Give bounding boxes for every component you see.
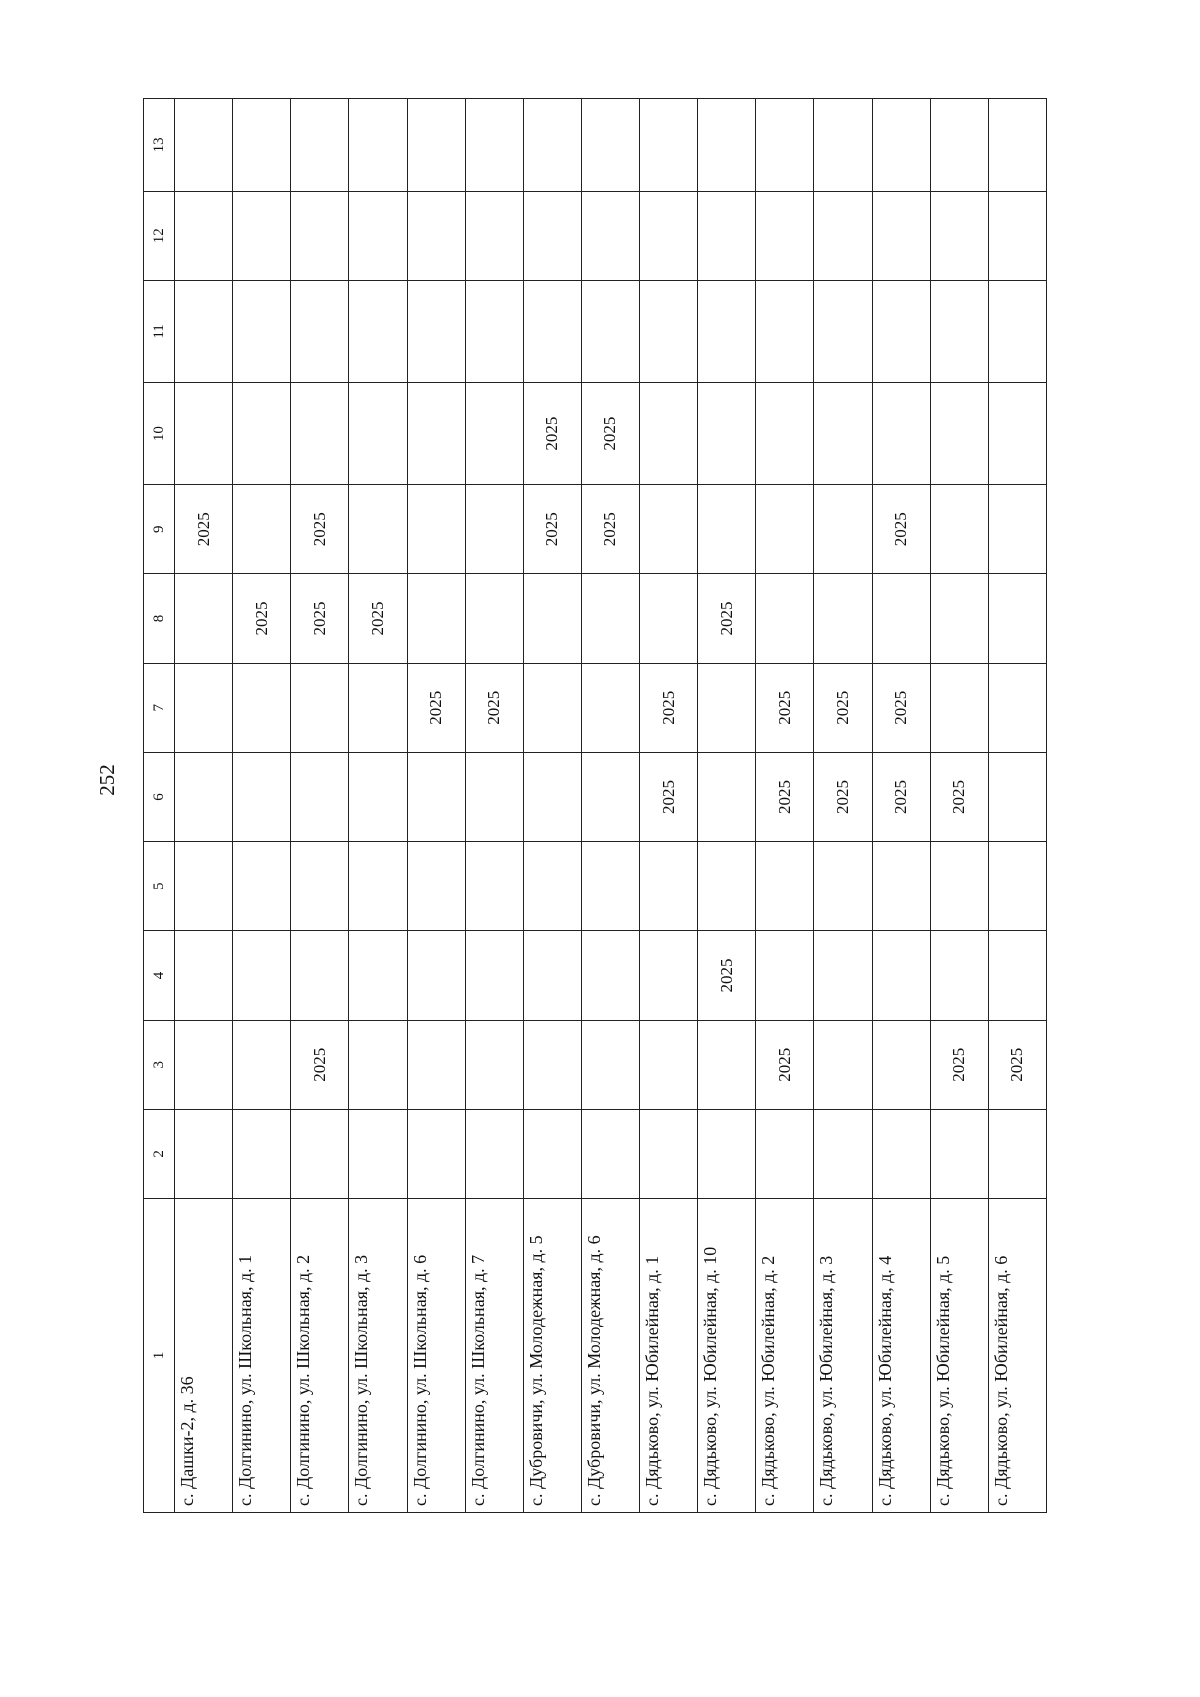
year-cell: 2025: [291, 574, 349, 663]
year-cell: [988, 931, 1046, 1020]
year-cell: [930, 191, 988, 280]
column-header-5: 5: [144, 842, 175, 931]
year-cell: [930, 1109, 988, 1198]
year-cell: [698, 1020, 756, 1109]
year-cell: [407, 1109, 465, 1198]
year-cell: 2025: [581, 485, 639, 574]
column-header-6: 6: [144, 752, 175, 841]
year-cell: [175, 663, 233, 752]
year-cell: [349, 485, 407, 574]
year-cell: [175, 191, 233, 280]
column-header-1: 1: [144, 1199, 175, 1513]
year-cell: [640, 574, 698, 663]
year-cell: [930, 383, 988, 485]
year-cell: [814, 931, 872, 1020]
year-cell: [291, 1109, 349, 1198]
year-cell: [988, 280, 1046, 382]
year-cell: [407, 574, 465, 663]
year-cell: [640, 485, 698, 574]
year-cell: [640, 1020, 698, 1109]
table-row: [233, 99, 291, 1513]
year-cell: [465, 1109, 523, 1198]
schedule-table-container: [143, 98, 1047, 1513]
year-cell: [523, 931, 581, 1020]
table-row: [756, 99, 814, 1513]
year-cell: [233, 191, 291, 280]
year-cell: 2025: [291, 485, 349, 574]
column-header-9: 9: [144, 485, 175, 574]
year-cell: [872, 574, 930, 663]
year-cell: [988, 383, 1046, 485]
year-cell: [233, 663, 291, 752]
year-cell: [233, 1020, 291, 1109]
year-cell: [581, 663, 639, 752]
year-cell: [349, 663, 407, 752]
year-cell: [988, 485, 1046, 574]
year-cell: [349, 752, 407, 841]
year-cell: 2025: [465, 663, 523, 752]
year-cell: [233, 485, 291, 574]
address-cell: с. Дядьково, ул. Юбилейная, д. 1: [640, 1199, 698, 1513]
year-cell: [407, 383, 465, 485]
year-cell: 2025: [814, 752, 872, 841]
schedule-table: [143, 98, 1047, 1513]
year-cell: [233, 1109, 291, 1198]
address-cell: с. Долгинино, ул. Школьная, д. 1: [233, 1199, 291, 1513]
year-cell: [988, 1109, 1046, 1198]
year-cell: [175, 383, 233, 485]
year-cell: 2025: [349, 574, 407, 663]
year-cell: [581, 574, 639, 663]
year-cell: [407, 842, 465, 931]
year-cell: [872, 1020, 930, 1109]
table-row: [698, 99, 756, 1513]
year-cell: [698, 280, 756, 382]
year-cell: 2025: [175, 485, 233, 574]
year-cell: [814, 99, 872, 192]
table-row: [814, 99, 872, 1513]
year-cell: 2025: [698, 931, 756, 1020]
year-cell: [175, 1109, 233, 1198]
year-cell: [349, 280, 407, 382]
year-cell: [175, 842, 233, 931]
year-cell: [175, 1020, 233, 1109]
year-cell: [233, 931, 291, 1020]
table-row: [349, 99, 407, 1513]
year-cell: [756, 280, 814, 382]
year-cell: 2025: [407, 663, 465, 752]
year-cell: [349, 383, 407, 485]
year-cell: [872, 99, 930, 192]
page-number: 252: [95, 764, 119, 796]
year-cell: 2025: [930, 1020, 988, 1109]
year-cell: 2025: [233, 574, 291, 663]
year-cell: 2025: [523, 485, 581, 574]
year-cell: [291, 842, 349, 931]
year-cell: [756, 99, 814, 192]
year-cell: [756, 842, 814, 931]
year-cell: [349, 1020, 407, 1109]
year-cell: [640, 280, 698, 382]
year-cell: [814, 485, 872, 574]
year-cell: [581, 191, 639, 280]
year-cell: [930, 842, 988, 931]
year-cell: [523, 191, 581, 280]
year-cell: [465, 485, 523, 574]
year-cell: [523, 752, 581, 841]
year-cell: [233, 99, 291, 192]
table-row: [523, 99, 581, 1513]
year-cell: [756, 383, 814, 485]
year-cell: [291, 383, 349, 485]
year-cell: 2025: [698, 574, 756, 663]
table-row: [291, 99, 349, 1513]
year-cell: [581, 1020, 639, 1109]
column-header-10: 10: [144, 383, 175, 485]
year-cell: [175, 574, 233, 663]
table-row: [407, 99, 465, 1513]
year-cell: [930, 485, 988, 574]
address-cell: с. Долгинино, ул. Школьная, д. 2: [291, 1199, 349, 1513]
year-cell: [407, 485, 465, 574]
year-cell: [465, 752, 523, 841]
year-cell: [698, 485, 756, 574]
year-cell: [872, 931, 930, 1020]
year-cell: [988, 99, 1046, 192]
column-header-8: 8: [144, 574, 175, 663]
year-cell: [814, 574, 872, 663]
year-cell: [814, 842, 872, 931]
year-cell: [465, 280, 523, 382]
year-cell: [407, 191, 465, 280]
year-cell: [872, 1109, 930, 1198]
year-cell: 2025: [640, 752, 698, 841]
year-cell: 2025: [756, 663, 814, 752]
year-cell: [349, 842, 407, 931]
year-cell: [698, 191, 756, 280]
year-cell: [756, 931, 814, 1020]
year-cell: [640, 842, 698, 931]
year-cell: [814, 1020, 872, 1109]
year-cell: [407, 931, 465, 1020]
year-cell: [581, 842, 639, 931]
year-cell: [814, 280, 872, 382]
column-header-13: 13: [144, 99, 175, 192]
year-cell: [698, 663, 756, 752]
table-row: [930, 99, 988, 1513]
year-cell: [349, 931, 407, 1020]
year-cell: [988, 574, 1046, 663]
year-cell: [756, 191, 814, 280]
table-row: [640, 99, 698, 1513]
year-cell: [930, 280, 988, 382]
year-cell: 2025: [872, 752, 930, 841]
year-cell: [872, 191, 930, 280]
year-cell: [640, 931, 698, 1020]
year-cell: [581, 931, 639, 1020]
year-cell: [698, 752, 756, 841]
column-header-3: 3: [144, 1020, 175, 1109]
year-cell: [291, 663, 349, 752]
year-cell: [872, 280, 930, 382]
year-cell: [814, 1109, 872, 1198]
address-cell: с. Дашки-2, д. 36: [175, 1199, 233, 1513]
year-cell: [640, 383, 698, 485]
year-cell: [465, 99, 523, 192]
year-cell: [465, 574, 523, 663]
year-cell: 2025: [756, 752, 814, 841]
year-cell: [407, 752, 465, 841]
year-cell: [349, 1109, 407, 1198]
address-cell: с. Дядьково, ул. Юбилейная, д. 3: [814, 1199, 872, 1513]
year-cell: [581, 752, 639, 841]
year-cell: [698, 842, 756, 931]
year-cell: [291, 99, 349, 192]
year-cell: [581, 280, 639, 382]
address-cell: с. Дядьково, ул. Юбилейная, д. 4: [872, 1199, 930, 1513]
year-cell: [523, 1020, 581, 1109]
year-cell: [291, 280, 349, 382]
header-row: [144, 99, 175, 1513]
year-cell: [349, 191, 407, 280]
table-row: [872, 99, 930, 1513]
year-cell: [698, 383, 756, 485]
year-cell: [640, 1109, 698, 1198]
year-cell: [465, 191, 523, 280]
year-cell: [988, 842, 1046, 931]
year-cell: [640, 99, 698, 192]
address-cell: с. Долгинино, ул. Школьная, д. 7: [465, 1199, 523, 1513]
year-cell: 2025: [988, 1020, 1046, 1109]
year-cell: 2025: [291, 1020, 349, 1109]
year-cell: 2025: [581, 383, 639, 485]
table-row: [175, 99, 233, 1513]
column-header-11: 11: [144, 280, 175, 382]
year-cell: [465, 931, 523, 1020]
year-cell: [756, 485, 814, 574]
year-cell: [291, 191, 349, 280]
year-cell: [233, 842, 291, 931]
year-cell: [523, 842, 581, 931]
year-cell: [640, 191, 698, 280]
table-row: [465, 99, 523, 1513]
year-cell: [814, 383, 872, 485]
year-cell: 2025: [872, 485, 930, 574]
year-cell: [930, 663, 988, 752]
year-cell: [175, 280, 233, 382]
year-cell: [175, 752, 233, 841]
year-cell: [523, 280, 581, 382]
table-row: [988, 99, 1046, 1513]
year-cell: [523, 1109, 581, 1198]
year-cell: [349, 99, 407, 192]
year-cell: [465, 842, 523, 931]
year-cell: [988, 191, 1046, 280]
year-cell: [407, 280, 465, 382]
year-cell: [872, 383, 930, 485]
year-cell: [988, 752, 1046, 841]
address-cell: с. Долгинино, ул. Школьная, д. 6: [407, 1199, 465, 1513]
table-body: [175, 99, 1047, 1513]
year-cell: [523, 574, 581, 663]
year-cell: 2025: [872, 663, 930, 752]
year-cell: [407, 99, 465, 192]
year-cell: [465, 383, 523, 485]
address-cell: с. Дядьково, ул. Юбилейная, д. 5: [930, 1199, 988, 1513]
column-header-12: 12: [144, 191, 175, 280]
year-cell: 2025: [756, 1020, 814, 1109]
address-cell: с. Долгинино, ул. Школьная, д. 3: [349, 1199, 407, 1513]
year-cell: [233, 280, 291, 382]
column-header-7: 7: [144, 663, 175, 752]
address-cell: с. Дубровичи, ул. Молодежная, д. 6: [581, 1199, 639, 1513]
column-header-4: 4: [144, 931, 175, 1020]
year-cell: [175, 931, 233, 1020]
year-cell: 2025: [523, 383, 581, 485]
year-cell: [233, 383, 291, 485]
address-cell: с. Дядьково, ул. Юбилейная, д. 10: [698, 1199, 756, 1513]
year-cell: [756, 574, 814, 663]
year-cell: [291, 752, 349, 841]
year-cell: [407, 1020, 465, 1109]
year-cell: 2025: [814, 663, 872, 752]
table-row: [581, 99, 639, 1513]
year-cell: 2025: [930, 752, 988, 841]
year-cell: [930, 931, 988, 1020]
year-cell: [698, 1109, 756, 1198]
year-cell: [872, 842, 930, 931]
year-cell: [581, 1109, 639, 1198]
address-cell: с. Дубровичи, ул. Молодежная, д. 5: [523, 1199, 581, 1513]
year-cell: [756, 1109, 814, 1198]
year-cell: [814, 191, 872, 280]
year-cell: [581, 99, 639, 192]
address-cell: с. Дядьково, ул. Юбилейная, д. 6: [988, 1199, 1046, 1513]
year-cell: [988, 663, 1046, 752]
column-header-2: 2: [144, 1109, 175, 1198]
year-cell: 2025: [640, 663, 698, 752]
address-cell: с. Дядьково, ул. Юбилейная, д. 2: [756, 1199, 814, 1513]
year-cell: [930, 99, 988, 192]
year-cell: [291, 931, 349, 1020]
year-cell: [698, 99, 756, 192]
year-cell: [233, 752, 291, 841]
year-cell: [465, 1020, 523, 1109]
year-cell: [523, 663, 581, 752]
year-cell: [930, 574, 988, 663]
year-cell: [523, 99, 581, 192]
year-cell: [175, 99, 233, 192]
